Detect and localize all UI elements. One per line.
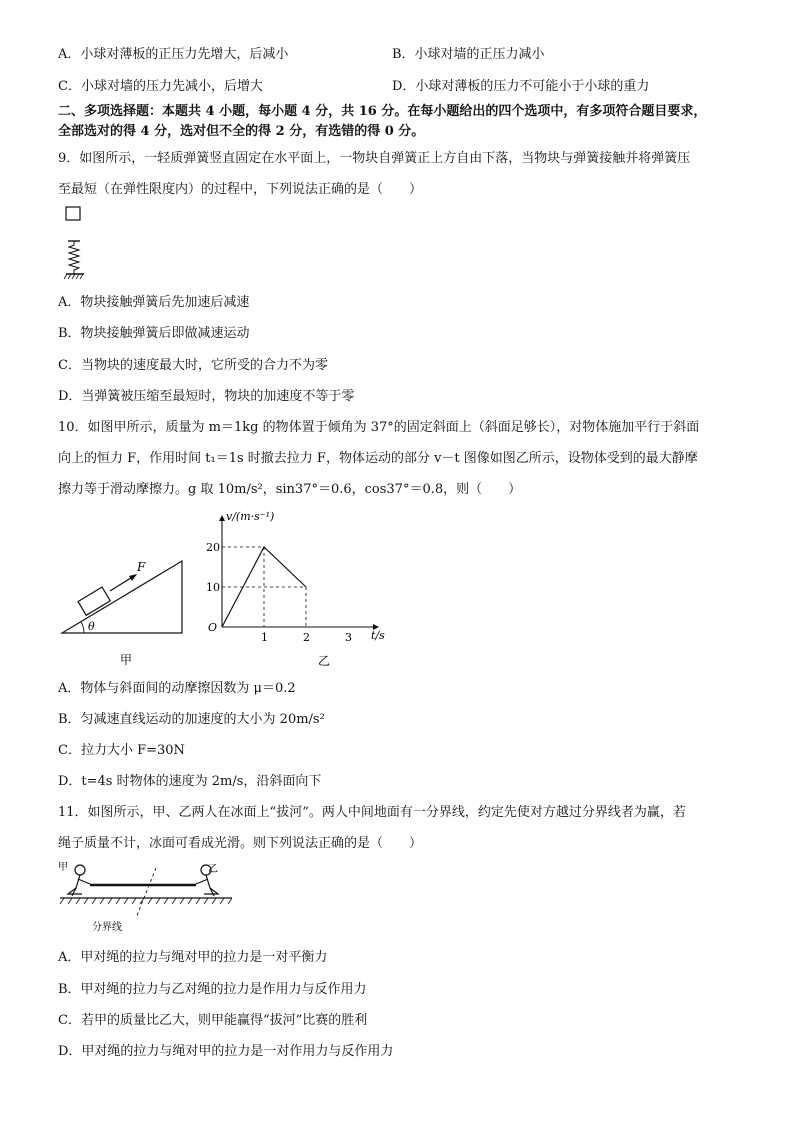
q9-stem-line2: 至最短（在弹性限度内）的过程中，下列说法正确的是（ ）: [58, 182, 423, 197]
divider-label: 分界线: [92, 922, 122, 933]
y-axis-arrow: [219, 515, 225, 521]
ground-hatch: [64, 274, 83, 279]
q11-tug-of-war-figure: [56, 860, 238, 940]
q11-option-c[interactable]: C．若甲的质量比乙大，则甲能赢得“拔河”比赛的胜利: [58, 1013, 368, 1028]
q10-option-a[interactable]: A．物体与斜面间的动摩擦因数为 μ＝0.2: [58, 681, 296, 696]
y-tick-label-20: 20: [206, 541, 220, 554]
q10-stem-line3: 擦力等于滑动摩擦力。g 取 10m/s²，sin37°＝0.6，cos37°＝0.8，则（ ）: [58, 482, 522, 497]
section2-heading-line2: 全部选对的得 4 分，选对但不全的得 2 分，有选错的得 0 分。: [58, 124, 425, 139]
origin-label: O: [208, 621, 218, 634]
person-jia-label: 甲: [58, 862, 68, 873]
q8-options-row-2: [58, 78, 748, 96]
axis-ticks: [206, 541, 352, 644]
force-label: F: [137, 560, 146, 574]
q11-option-b[interactable]: B．甲对绳的拉力与乙对绳的拉力是作用力与反作用力: [58, 982, 367, 997]
x-tick-label-3: 3: [345, 631, 352, 644]
q9-stem-line1: 9．如图所示，一轻质弹簧竖直固定在水平面上，一物块自弹簧正上方自由下落，当物块与弹簧接触并将弹簧压: [58, 151, 691, 166]
block-on-incline: [78, 587, 110, 615]
q11-stem-line2: 绳子质量不计，冰面可看成光滑。则下列说法正确的是（ ）: [58, 836, 423, 851]
divider-line: [136, 868, 156, 918]
force-arrow-head: [129, 574, 137, 581]
angle-label: θ: [88, 620, 95, 633]
section2-heading-line1: 二、多项选择题：本题共 4 小题，每小题 4 分，共 16 分。在每小题给出的四个选项中，有多项符合题目要求，: [58, 104, 707, 119]
person-jia-figure: [68, 865, 90, 896]
q10-option-b[interactable]: B．匀减速直线运动的加速度的大小为 20m/s²: [58, 712, 325, 727]
q8-options-row-1: [58, 46, 748, 64]
q9-option-d[interactable]: D．当弹簧被压缩至最短时，物块的加速度不等于零: [58, 389, 355, 404]
x-tick-label-2: 2: [303, 631, 310, 644]
q10-option-d[interactable]: D．t=4s 时物体的速度为 2m/s，沿斜面向下: [58, 774, 322, 789]
spring-coil: [69, 241, 79, 274]
y-axis-label: v/(m·s⁻¹): [226, 510, 275, 523]
q11-stem-line1: 11．如图所示，甲、乙两人在冰面上“拔河”。两人中间地面有一分界线，约定先使对方越过分界线者为赢，若: [58, 805, 686, 820]
q10-incline-figure: [58, 555, 188, 670]
q9-option-c[interactable]: C．当物块的速度最大时，它所受的合力不为零: [58, 358, 328, 373]
figure-caption-yi: 乙: [318, 654, 331, 668]
block-shape: [66, 207, 80, 220]
incline-triangle: [62, 561, 182, 633]
x-axis-label: t/s: [371, 629, 385, 642]
q8-option-d[interactable]: D．小球对薄板的压力不可能小于小球的重力: [392, 79, 650, 94]
angle-arc: [81, 622, 84, 633]
ground-hatch: [60, 898, 232, 904]
q11-option-a[interactable]: A．甲对绳的拉力与绳对甲的拉力是一对平衡力: [58, 950, 328, 965]
dashed-guides: [222, 547, 306, 627]
q8-option-c[interactable]: C．小球对墙的压力先减小，后增大: [58, 79, 263, 94]
q10-vt-chart: [196, 505, 396, 675]
q10-stem-line1: 10．如图甲所示，质量为 m＝1kg 的物体置于倾角为 37°的固定斜面上（斜面足够长），对物体施加平行于斜面: [58, 420, 700, 435]
q8-option-a[interactable]: A．小球对薄板的正压力先增大，后减小: [58, 47, 289, 62]
q9-spring-figure: [58, 204, 98, 286]
y-tick-label-10: 10: [206, 581, 220, 594]
figure-caption-jia: 甲: [120, 653, 133, 667]
q10-stem-line2: 向上的恒力 F，作用时间 t₁＝1s 时撤去拉力 F，物体运动的部分 v－t 图像如图乙所示，设物体受到的最大静摩: [58, 451, 698, 466]
q11-option-d[interactable]: D．甲对绳的拉力与绳对甲的拉力是一对作用力与反作用力: [58, 1044, 394, 1059]
q8-option-b[interactable]: B．小球对墙的正压力减小: [392, 47, 545, 62]
q9-option-a[interactable]: A．物块接触弹簧后先加速后减速: [58, 295, 250, 310]
q9-option-b[interactable]: B．物块接触弹簧后即做减速运动: [58, 326, 250, 341]
person-yi-label: 乙: [208, 864, 218, 875]
x-tick-label-1: 1: [261, 631, 268, 644]
q10-option-c[interactable]: C．拉力大小 F=30N: [58, 743, 185, 758]
